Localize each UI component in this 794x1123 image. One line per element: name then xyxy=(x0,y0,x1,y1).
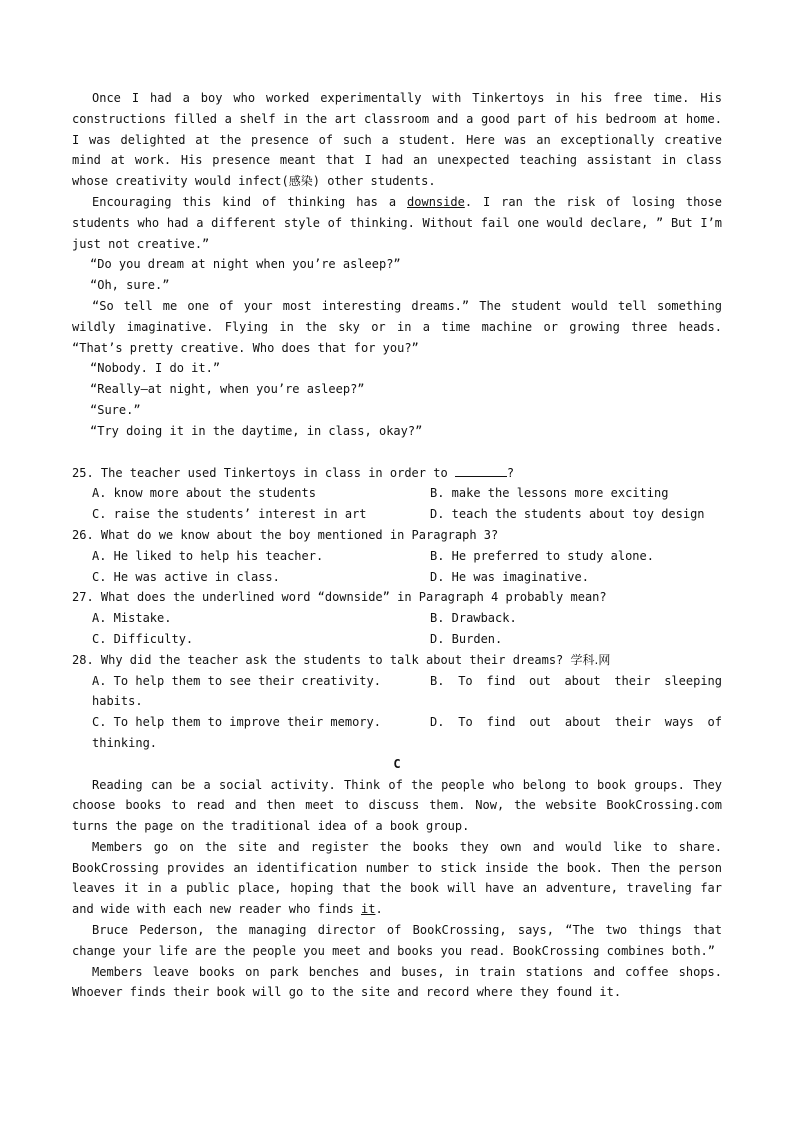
option-d: D. Burden. xyxy=(430,631,503,646)
option-a: A. To help them to see their creativity. xyxy=(92,673,381,688)
option-a: A. know more about the students xyxy=(92,486,316,501)
option-c: C. He was active in class. xyxy=(92,569,280,584)
option-b: B. make the lessons more exciting xyxy=(430,486,669,501)
underlined-word-it: it xyxy=(360,902,376,917)
passage-c-paragraph-3: Bruce Pederson, the managing director of BookCrossing, says, “The two things that change your life are the people you meet and books you read. BookCrossing combines both.” xyxy=(72,923,722,958)
paragraph-text: . I ran the risk of losing those students who had a different style of thinking. Without fail one would declare, ” But I’m just not creative.” xyxy=(72,194,723,251)
options-row xyxy=(72,671,722,713)
dialogue-line-4: “Nobody. I do it.” xyxy=(90,361,221,376)
option-a: A. He liked to help his teacher. xyxy=(92,548,324,563)
dialogue-line-6: “Sure.” xyxy=(90,402,141,417)
passage-b-paragraph-2 xyxy=(72,192,722,254)
passage-c-paragraph-4: Members leave books on park benches and buses, in train stations and coffee shops. Whoever finds their book will go to the site and record where they found it. xyxy=(72,964,722,1000)
watermark-text: 学科.网 xyxy=(570,652,611,667)
dialogue-line-3: “So tell me one of your most interesting dreams.” The student would tell something wildly imaginative. Flying in the sky or in a time machine or growing three heads. “That’s pretty creative. Who does that for you?” xyxy=(72,298,722,355)
option-c: C. Difficulty. xyxy=(92,631,194,646)
spacer xyxy=(72,442,722,463)
section-heading-c: C xyxy=(393,756,401,771)
dialogue-line-5: “Really—at night, when you’re asleep?” xyxy=(90,382,365,397)
question-26 xyxy=(72,525,722,587)
dialogue-line-1: “Do you dream at night when you’re asleep?” xyxy=(90,257,401,272)
options-row xyxy=(72,483,722,504)
option-b: B. Drawback. xyxy=(430,611,517,626)
question-stem: 26. What do we know about the boy mentioned in Paragraph 3? xyxy=(72,527,499,542)
question-25 xyxy=(72,463,722,525)
option-b: B. He preferred to study alone. xyxy=(430,548,654,563)
dialogue-line-2: “Oh, sure.” xyxy=(90,278,170,293)
option-a: A. Mistake. xyxy=(92,611,172,626)
underlined-word-downside: downside xyxy=(407,194,465,209)
question-stem: 28. Why did the teacher ask the students to talk about their dreams? 学科.网 xyxy=(72,652,611,667)
option-d: D. To find out about their ways of thinking. xyxy=(92,715,722,750)
options-row xyxy=(72,712,722,754)
paragraph-text: Encouraging this kind of thinking has a xyxy=(92,194,397,209)
option-c: C. raise the students’ interest in art xyxy=(92,507,367,522)
options-row xyxy=(72,567,722,588)
passage-b-paragraph-1: Once I had a boy who worked experimentally with Tinkertoys in his free time. His constructions filled a shelf in the art classroom and a good part of his bedroom at home. I was delighted at the presence of such a student. Here was an exceptionally creative mind at work. His presence meant that I had an unexpected teaching assistant in class whose creativity would infect(感染) other students. xyxy=(72,91,722,189)
option-c: C. To help them to improve their memory. xyxy=(92,715,381,730)
question-stem: 25. The teacher used Tinkertoys in class in order to ? xyxy=(72,465,515,480)
options-row xyxy=(72,504,722,525)
question-stem: 27. What does the underlined word “downside” in Paragraph 4 probably mean? xyxy=(72,590,607,605)
options-row xyxy=(72,629,722,650)
option-d: D. He was imaginative. xyxy=(430,569,589,584)
passage-c-paragraph-1: Reading can be a social activity. Think of the people who belong to book groups. They choose books to read and then meet to discuss them. Now, the website BookCrossing.com turns the page on the traditional idea of a book group. xyxy=(72,777,722,834)
option-b: B. To find out about their sleeping habits. xyxy=(92,673,722,709)
answer-blank xyxy=(455,464,507,477)
question-28 xyxy=(72,650,722,754)
option-d: D. teach the students about toy design xyxy=(430,507,705,522)
passage-c-paragraph-2: Members go on the site and register the books they own and would like to share. BookCrossing provides an identification number to stick inside the book. Then the person leaves it in a public place, hoping that the book will have an adventure, traveling far and wide with each new reader who finds it. xyxy=(72,839,722,917)
document-page xyxy=(72,88,722,1003)
question-27 xyxy=(72,587,722,649)
options-row xyxy=(72,546,722,567)
options-row xyxy=(72,608,722,629)
dialogue-line-7: “Try doing it in the daytime, in class, okay?” xyxy=(90,423,423,438)
